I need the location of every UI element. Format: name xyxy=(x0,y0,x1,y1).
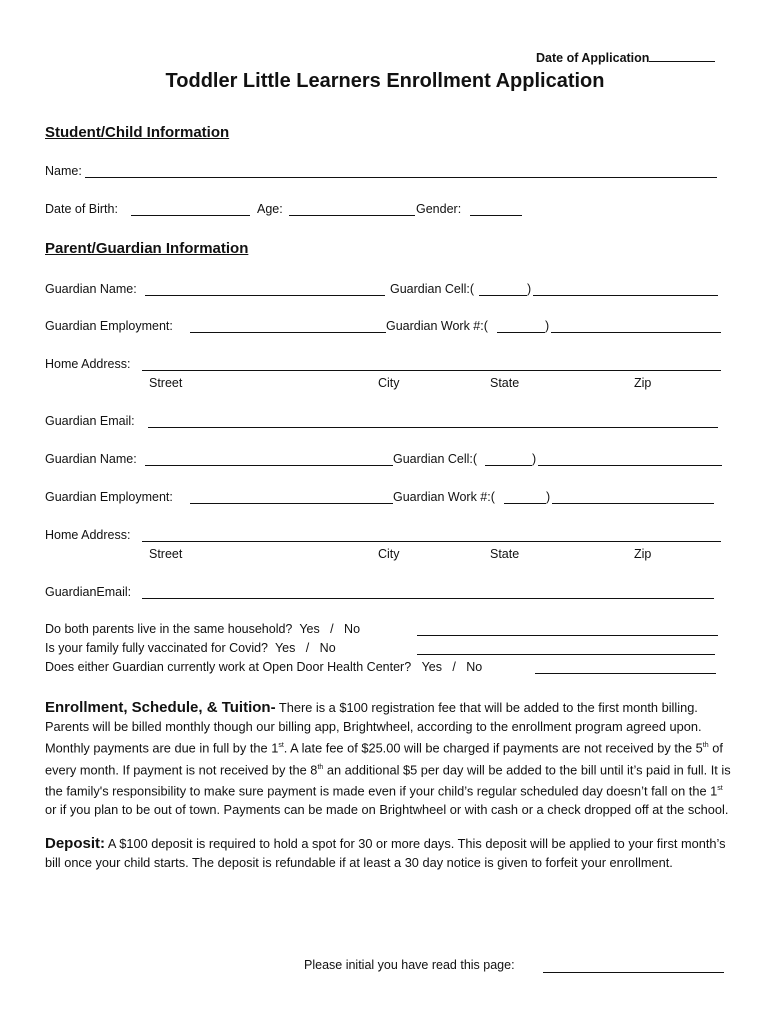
city-label: City xyxy=(378,547,400,561)
guardian1-employment-label: Guardian Employment: xyxy=(45,319,173,333)
guardian1-work-field[interactable] xyxy=(551,332,721,333)
guardian1-work-label: Guardian Work #:( xyxy=(386,319,488,333)
dob-label: Date of Birth: xyxy=(45,202,118,216)
guardian1-employment-field[interactable] xyxy=(190,332,386,333)
yes-no-options[interactable]: Yes / No xyxy=(421,660,483,674)
zip-label: Zip xyxy=(634,547,652,561)
city-label: City xyxy=(378,376,400,390)
yes-no-options[interactable]: Yes / No xyxy=(299,622,361,636)
gender-label: Gender: xyxy=(416,202,462,216)
deposit-paragraph: Deposit: A $100 deposit is required to hold a spot for 30 or more days. This deposit will be applied to your first month’s bill once your child starts. The deposit is refundable if at least a 30 day notice is given to forfeit your enrollment. xyxy=(45,835,726,871)
vaccinated-field[interactable] xyxy=(417,654,715,655)
paren-close: ) xyxy=(532,452,537,466)
open-door-field[interactable] xyxy=(535,673,716,674)
guardian2-work-area-field[interactable] xyxy=(504,503,546,504)
child-name-label: Name: xyxy=(45,164,82,178)
enrollment-paragraph: Enrollment, Schedule, & Tuition- There is a $100 registration fee that will be added to the first month billing. Parents will be billed monthly though our billing app, Brightwheel, according to the enrollment program agreed upon. Monthly payments are due in full by the 1st. A late fee of $25.00 will be charged if payments are not received by the 5th of every month. If payment is not received by the 8th an additional $5 per day will be added to the bill until it’s paid in full. It is the family's responsibility to make sure payment is made even if your child’s regular scheduled day doesn’t fall on the 1st or if you plan to be out of town. Payments can be made on Brightwheel or with cash or a check dropped off at the school. xyxy=(45,699,731,818)
yes-no-options[interactable]: Yes / No xyxy=(274,641,336,655)
age-field[interactable] xyxy=(289,215,415,216)
guardian2-work-field[interactable] xyxy=(552,503,714,504)
date-of-application-field[interactable] xyxy=(649,49,715,62)
guardian2-name-label: Guardian Name: xyxy=(45,452,137,466)
child-name-field[interactable] xyxy=(85,177,717,178)
paren-close: ) xyxy=(527,282,532,296)
street-label: Street xyxy=(149,376,183,390)
enrollment-heading: Enrollment, Schedule, & Tuition- xyxy=(45,699,276,716)
guardian1-cell-area-field[interactable] xyxy=(479,295,527,296)
parent-section-heading: Parent/Guardian Information xyxy=(45,240,249,257)
guardian1-name-label: Guardian Name: xyxy=(45,282,137,296)
question-same-household: Do both parents live in the same household? Yes / No xyxy=(45,622,361,636)
guardian1-cell-field[interactable] xyxy=(533,295,718,296)
guardian2-address-label: Home Address: xyxy=(45,528,131,542)
guardian2-email-label: GuardianEmail: xyxy=(45,585,132,599)
guardian2-cell-field[interactable] xyxy=(538,465,722,466)
initial-label: Please initial you have read this page: xyxy=(304,958,515,972)
street-label: Street xyxy=(149,547,183,561)
same-household-field[interactable] xyxy=(417,635,718,636)
gender-field[interactable] xyxy=(470,215,522,216)
zip-label: Zip xyxy=(634,376,652,390)
guardian2-name-field[interactable] xyxy=(145,465,393,466)
state-label: State xyxy=(490,376,520,390)
guardian1-email-label: Guardian Email: xyxy=(45,414,135,428)
page-title: Toddler Little Learners Enrollment Application xyxy=(165,70,605,92)
guardian1-address-field[interactable] xyxy=(142,370,721,371)
guardian2-email-field[interactable] xyxy=(142,598,714,599)
question-open-door: Does either Guardian currently work at Open Door Health Center? Yes / No xyxy=(45,660,483,674)
guardian1-work-area-field[interactable] xyxy=(497,332,545,333)
guardian1-email-field[interactable] xyxy=(148,427,718,428)
guardian2-employment-label: Guardian Employment: xyxy=(45,490,173,504)
paren-close: ) xyxy=(545,319,550,333)
initial-field[interactable] xyxy=(543,972,724,973)
dob-field[interactable] xyxy=(131,215,250,216)
state-label: State xyxy=(490,547,520,561)
age-label: Age: xyxy=(257,202,283,216)
student-section-heading: Student/Child Information xyxy=(45,124,230,141)
guardian1-name-field[interactable] xyxy=(145,295,385,296)
guardian1-address-label: Home Address: xyxy=(45,357,131,371)
date-of-application-label: Date of Application xyxy=(536,49,715,65)
question-vaccinated: Is your family fully vaccinated for Covid? Yes / No xyxy=(45,641,336,655)
guardian2-employment-field[interactable] xyxy=(190,503,393,504)
deposit-heading: Deposit: xyxy=(45,835,105,852)
paren-close: ) xyxy=(546,490,551,504)
guardian2-cell-area-field[interactable] xyxy=(485,465,532,466)
guardian2-work-label: Guardian Work #:( xyxy=(393,490,495,504)
guardian2-cell-label: Guardian Cell:( xyxy=(393,452,478,466)
guardian1-cell-label: Guardian Cell:( xyxy=(390,282,475,296)
guardian2-address-field[interactable] xyxy=(142,541,721,542)
